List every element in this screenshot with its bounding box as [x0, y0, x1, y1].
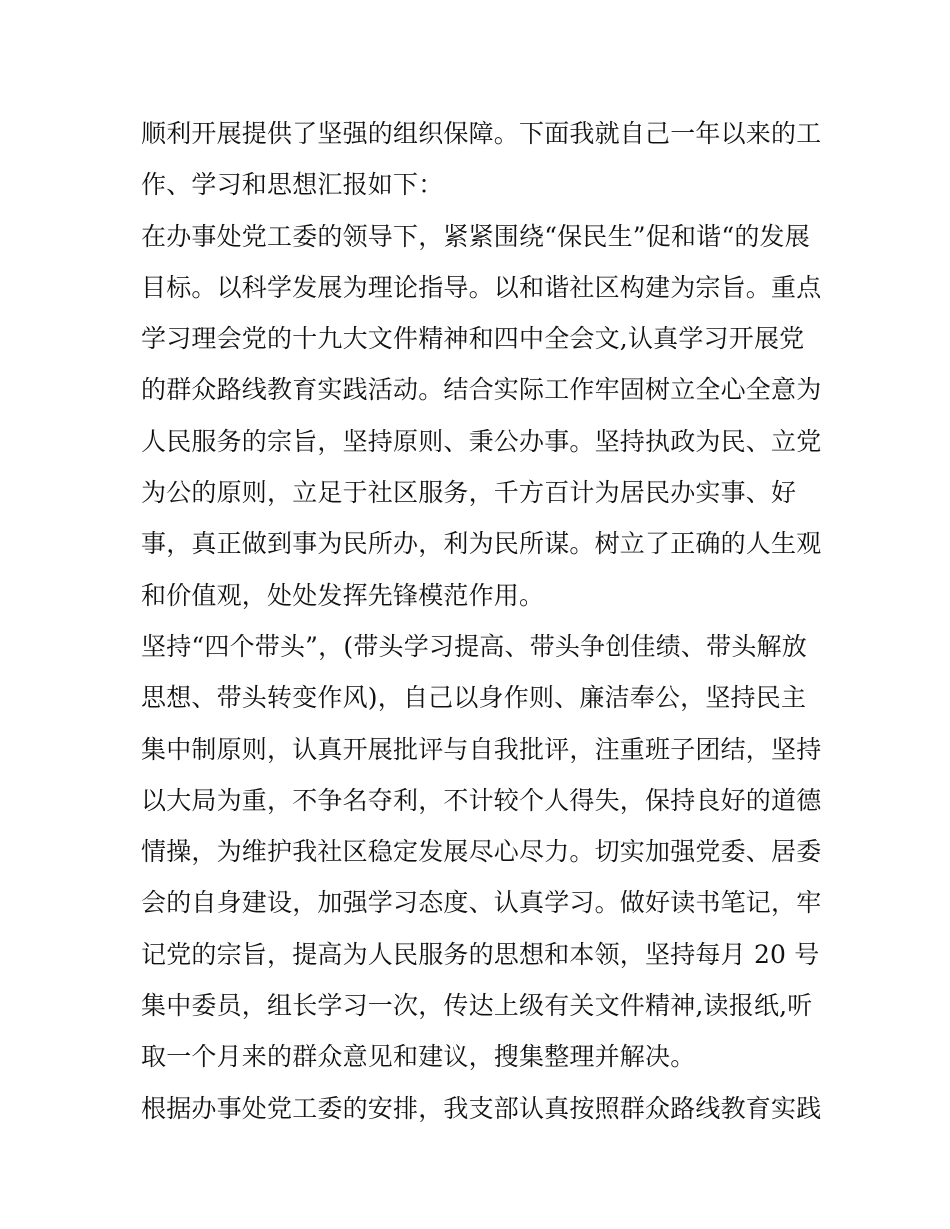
text-line: 目标。以科学发展为理论指导。以和谐社区构建为宗旨。重点 — [141, 272, 822, 302]
text-line: 和价值观，处处发挥先锋模范作用。 — [141, 580, 545, 610]
text-line: 在办事处党工委的领导下，紧紧围绕“保民生”促和谐“的发展 — [141, 221, 810, 251]
text-line: 取一个月来的群众意见和建议，搜集整理并解决。 — [141, 1042, 696, 1072]
text-line: 坚持“四个带头”，(带头学习提高、带头争创佳绩、带头解放 — [141, 631, 807, 661]
text-line: 情操，为维护我社区稳定发展尽心尽力。切实加强党委、居委 — [141, 837, 822, 867]
text-line: 记党的宗旨，提高为人民服务的思想和本领，坚持每月 20 号 — [141, 939, 820, 969]
text-line: 事，真正做到事为民所办，利为民所谋。树立了正确的人生观 — [141, 529, 822, 559]
text-line: 根据办事处党工委的安排，我支部认真按照群众路线教育实践 — [141, 1093, 822, 1123]
text-line: 顺利开展提供了坚强的组织保障。下面我就自己一年以来的工 — [141, 119, 822, 148]
text-line: 会的自身建设，加强学习态度、认真学习。做好读书笔记，牢 — [141, 888, 822, 918]
text-line: 集中委员，组长学习一次，传达上级有关文件精神,读报纸,听 — [141, 991, 813, 1021]
text-line: 学习理会党的十九大文件精神和四中全会文,认真学习开展党 — [141, 324, 805, 354]
text-line: 人民服务的宗旨，坚持原则、秉公办事。坚持执政为民、立党 — [141, 426, 822, 456]
body-text — [141, 108, 821, 1134]
text-line: 为公的原则，立足于社区服务，千方百计为居民办实事、好 — [141, 478, 797, 508]
text-line: 思想、带头转变作风)，自己以身作则、廉洁奉公，坚持民主 — [141, 683, 807, 713]
text-line: 以大局为重，不争名夺利，不计较个人得失，保持良好的道德 — [141, 785, 822, 815]
text-line: 集中制原则，认真开展批评与自我批评，注重班子团结，坚持 — [141, 734, 822, 764]
text-line: 作、学习和思想汇报如下： — [141, 170, 444, 200]
text-line: 的群众路线教育实践活动。结合实际工作牢固树立全心全意为 — [141, 375, 822, 405]
